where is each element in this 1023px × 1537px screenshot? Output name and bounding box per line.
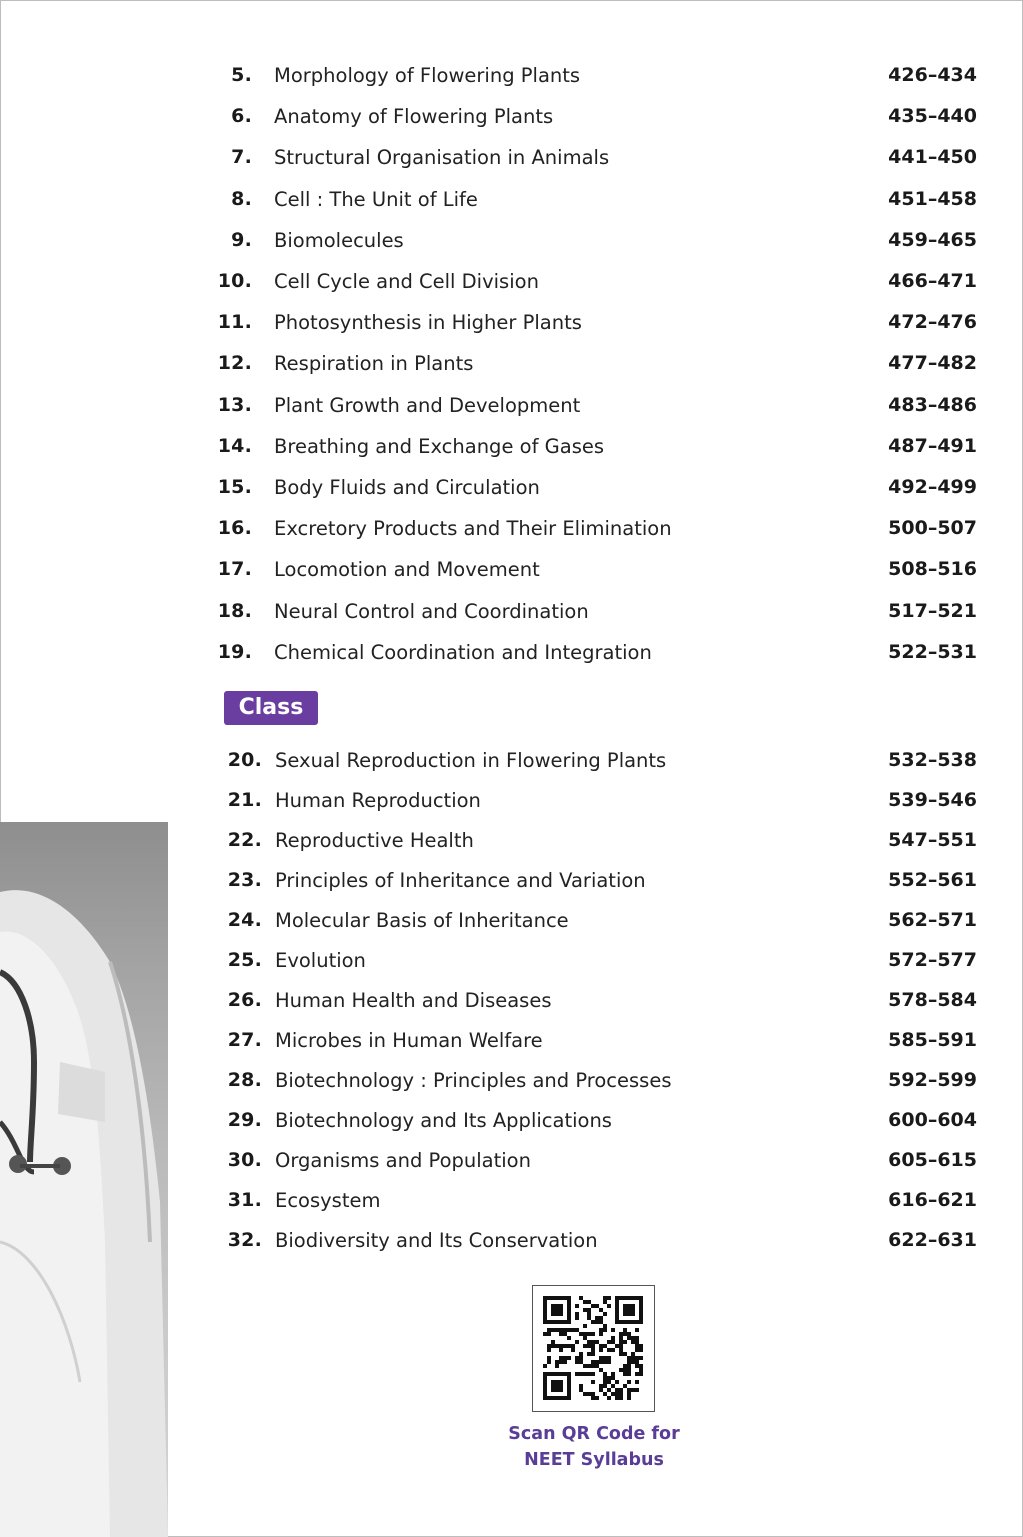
toc-row (0, 829, 1023, 859)
qr-caption (483, 1421, 705, 1473)
toc-row (0, 229, 1023, 259)
chapter-pages: 616–621 (888, 1189, 977, 1211)
qr-code[interactable] (532, 1285, 655, 1412)
chapter-pages: 441–450 (888, 146, 977, 169)
toc-row (0, 476, 1023, 506)
chapter-title: Biotechnology and Its Applications (275, 1109, 612, 1132)
chapter-pages: 600–604 (888, 1109, 977, 1131)
chapter-number: 22. (227, 829, 262, 851)
toc-row (0, 1109, 1023, 1139)
chapter-number: 11. (217, 311, 252, 334)
qr-code-icon (543, 1296, 643, 1400)
chapter-pages: 539–546 (888, 789, 977, 811)
chapter-number: 26. (227, 989, 262, 1011)
chapter-pages: 435–440 (888, 105, 977, 128)
chapter-number: 13. (217, 393, 252, 416)
chapter-number: 15. (217, 476, 252, 498)
chapter-pages: 578–584 (888, 989, 977, 1011)
chapter-pages: 508–516 (888, 558, 977, 581)
chapter-title: Biodiversity and Its Conservation (275, 1229, 598, 1252)
chapter-number: 29. (227, 1109, 262, 1131)
chapter-number: 17. (217, 558, 252, 581)
chapter-number: 30. (227, 1149, 262, 1171)
toc-row (0, 64, 1023, 94)
class-12-badge: Class 12 (224, 691, 318, 725)
toc-row (0, 517, 1023, 547)
chapter-title: Neural Control and Coordination (274, 599, 589, 623)
chapter-number: 9. (231, 228, 252, 251)
chapter-title: Anatomy of Flowering Plants (274, 105, 554, 129)
toc-row (0, 352, 1023, 382)
toc-row (0, 600, 1023, 630)
toc-row (0, 146, 1023, 176)
chapter-title: Sexual Reproduction in Flowering Plants (275, 749, 667, 772)
toc-row (0, 641, 1023, 671)
chapter-number: 7. (231, 146, 252, 169)
chapter-title: Cell : The Unit of Life (274, 187, 478, 211)
chapter-number: 8. (231, 187, 252, 210)
chapter-title: Reproductive Health (275, 829, 474, 852)
toc-row (0, 949, 1023, 979)
chapter-title: Principles of Inheritance and Variation (275, 869, 646, 892)
chapter-title: Plant Growth and Development (274, 393, 581, 417)
chapter-title: Ecosystem (275, 1189, 381, 1212)
toc-row (0, 989, 1023, 1019)
chapter-title: Microbes in Human Welfare (275, 1029, 543, 1052)
chapter-pages: 585–591 (888, 1029, 977, 1051)
toc-row (0, 311, 1023, 341)
toc-row (0, 749, 1023, 779)
chapter-title: Respiration in Plants (274, 352, 474, 376)
chapter-title: Cell Cycle and Cell Division (274, 270, 539, 293)
chapter-title: Human Reproduction (275, 789, 481, 812)
chapter-number: 12. (217, 352, 252, 375)
toc-row (0, 909, 1023, 939)
chapter-title: Biomolecules (274, 228, 404, 252)
chapter-pages: 500–507 (888, 517, 977, 540)
toc-row (0, 869, 1023, 899)
chapter-title: Morphology of Flowering Plants (274, 64, 581, 87)
chapter-pages: 466–471 (888, 270, 977, 292)
chapter-pages: 472–476 (888, 311, 977, 334)
toc-row (0, 789, 1023, 819)
chapter-pages: 451–458 (888, 187, 977, 210)
toc-row (0, 188, 1023, 218)
toc-row (0, 394, 1023, 424)
chapter-number: 19. (217, 640, 252, 663)
toc-row (0, 105, 1023, 135)
chapter-title: Excretory Products and Their Elimination (274, 517, 672, 541)
chapter-number: 16. (217, 517, 252, 540)
chapter-number: 5. (231, 64, 252, 86)
chapter-number: 27. (227, 1029, 262, 1051)
chapter-number: 14. (217, 434, 252, 457)
chapter-pages: 572–577 (888, 949, 977, 971)
toc-row (0, 1069, 1023, 1099)
chapter-pages: 517–521 (888, 599, 977, 622)
chapter-pages: 547–551 (888, 829, 977, 851)
chapter-pages: 483–486 (888, 393, 977, 416)
toc-row (0, 558, 1023, 588)
chapter-pages: 562–571 (888, 909, 977, 931)
chapter-title: Chemical Coordination and Integration (274, 640, 652, 664)
chapter-number: 10. (217, 270, 252, 292)
chapter-pages: 492–499 (888, 476, 977, 498)
chapter-pages: 487–491 (888, 434, 977, 457)
qr-caption-line1: Scan QR Code for (508, 1424, 680, 1444)
qr-caption-line2: NEET Syllabus (524, 1450, 664, 1470)
chapter-number: 24. (227, 909, 262, 931)
chapter-title: Photosynthesis in Higher Plants (274, 311, 582, 335)
chapter-pages: 426–434 (888, 64, 977, 86)
chapter-title: Human Health and Diseases (275, 989, 552, 1012)
chapter-pages: 532–538 (888, 749, 977, 771)
chapter-number: 23. (227, 869, 262, 891)
chapter-title: Evolution (275, 949, 366, 972)
chapter-number: 25. (227, 949, 262, 971)
chapter-number: 28. (227, 1069, 262, 1091)
toc-row (0, 1229, 1023, 1259)
chapter-pages: 552–561 (888, 869, 977, 891)
chapter-title: Molecular Basis of Inheritance (275, 909, 569, 932)
chapter-pages: 592–599 (888, 1069, 977, 1091)
chapter-title: Biotechnology : Principles and Processes (275, 1069, 672, 1092)
chapter-pages: 605–615 (888, 1149, 977, 1171)
chapter-title: Body Fluids and Circulation (274, 476, 540, 499)
toc-row (0, 435, 1023, 465)
chapter-pages: 459–465 (888, 228, 977, 251)
toc-row (0, 1149, 1023, 1179)
chapter-title: Structural Organisation in Animals (274, 146, 610, 170)
chapter-title: Locomotion and Movement (274, 558, 540, 582)
chapter-number: 18. (217, 599, 252, 622)
toc-row (0, 270, 1023, 300)
chapter-number: 6. (231, 105, 252, 128)
chapter-title: Breathing and Exchange of Gases (274, 434, 605, 458)
chapter-pages: 477–482 (888, 352, 977, 375)
chapter-number: 31. (227, 1189, 262, 1211)
toc-row (0, 1189, 1023, 1219)
chapter-pages: 522–531 (888, 640, 977, 663)
chapter-pages: 622–631 (888, 1229, 977, 1251)
toc-row (0, 1029, 1023, 1059)
chapter-number: 20. (227, 749, 262, 771)
chapter-title: Organisms and Population (275, 1149, 531, 1172)
chapter-number: 32. (227, 1229, 262, 1251)
chapter-number: 21. (227, 789, 262, 811)
